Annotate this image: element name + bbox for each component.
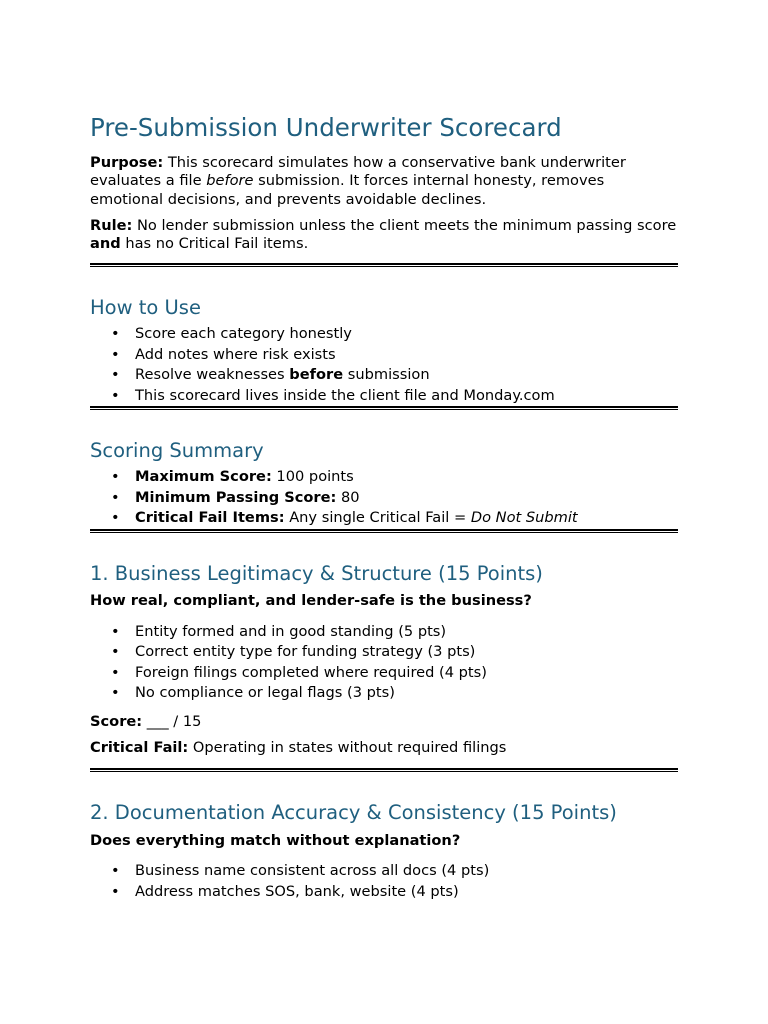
rule-text-2: has no Critical Fail items. (120, 235, 309, 253)
list-item: • Business name consistent across all docs (4 pts) (135, 861, 678, 882)
page-title: Pre-Submission Underwriter Scorecard (90, 113, 562, 142)
section-1-score: Score: ___ / 15 (90, 712, 202, 730)
purpose-text-1: This scorecard simulates how a conservative bank underwriter evaluates a file (90, 153, 626, 190)
section-2-list (90, 861, 678, 902)
list-item: • Address matches SOS, bank, website (4 pts) (135, 882, 678, 903)
purpose-paragraph (90, 154, 678, 209)
list-item: • Correct entity type for funding strategy (3 pts) (135, 642, 678, 663)
scoring-summary-heading: Scoring Summary (90, 439, 264, 463)
list-item: • Foreign filings completed where required (4 pts) (135, 663, 678, 684)
list-item: • Minimum Passing Score: 80 (135, 488, 678, 509)
purpose-label: Purpose: (90, 153, 164, 171)
purpose-emphasis: before (206, 172, 254, 190)
list-item: • Maximum Score: 100 points (135, 467, 678, 488)
section-1-critical-fail: Critical Fail: Operating in states without required filings (90, 739, 507, 756)
section-1-list (90, 622, 678, 704)
section-2-heading: 2. Documentation Accuracy & Consistency (15 Points) (90, 801, 617, 825)
rule-text-1: No lender submission unless the client meets the minimum passing score (132, 216, 677, 234)
rule-paragraph (90, 217, 678, 254)
list-item: • Add notes where risk exists (135, 345, 678, 366)
list-item: • No compliance or legal flags (3 pts) (135, 683, 678, 704)
rule-bold: and (90, 235, 121, 253)
section-1-question: How real, compliant, and lender-safe is the business? (90, 592, 532, 610)
list-item: • Critical Fail Items: Any single Critical Fail = Do Not Submit (135, 508, 678, 529)
list-item: • Score each category honestly (135, 324, 678, 345)
section-1-heading: 1. Business Legitimacy & Structure (15 Points) (90, 561, 543, 585)
how-to-use-heading: How to Use (90, 295, 201, 319)
list-item: • Entity formed and in good standing (5 pts) (135, 622, 678, 643)
list-item: • This scorecard lives inside the client file and Monday.com (135, 386, 678, 407)
section-2-question: Does everything match without explanation? (90, 831, 461, 849)
list-item: • Resolve weaknesses before submission (135, 365, 678, 386)
rule-label: Rule: (90, 216, 133, 234)
purpose-text-2: submission. It forces internal honesty, removes emotional decisions, and prevents avoidable declines. (90, 172, 605, 208)
scoring-summary-list (90, 467, 678, 529)
how-to-use-list (90, 324, 678, 406)
